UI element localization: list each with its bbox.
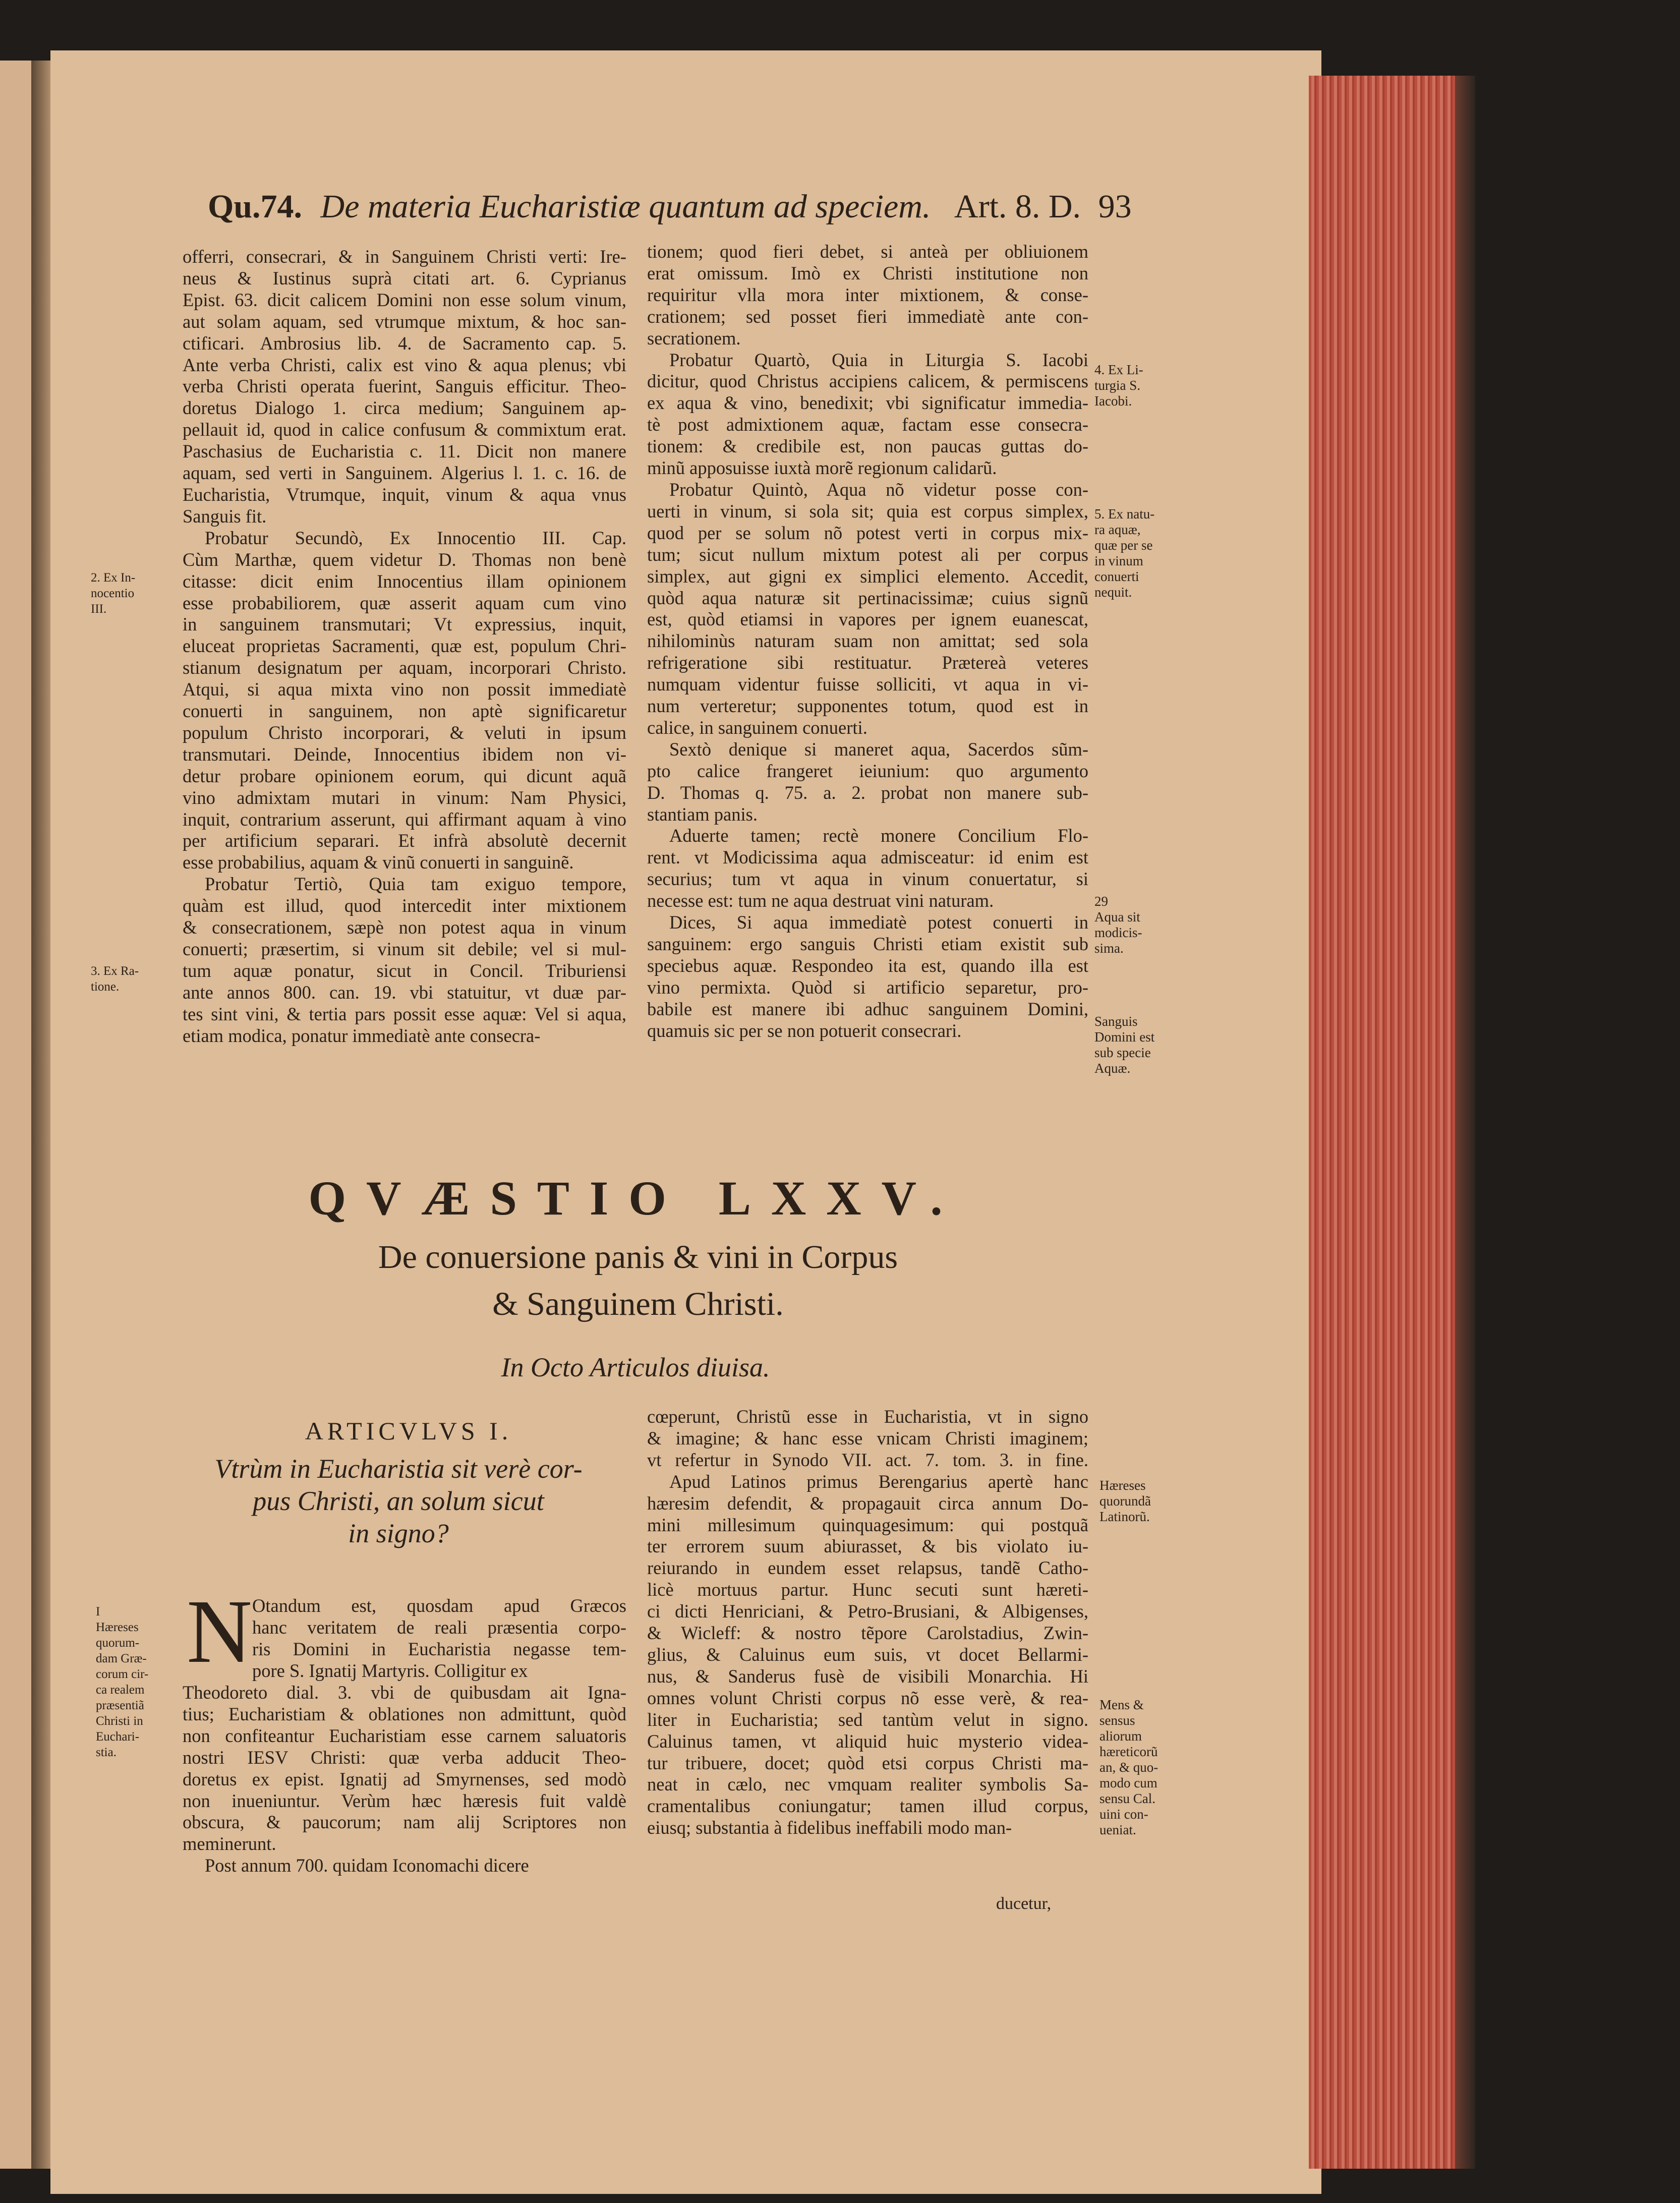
text-line: in vinum [1094,553,1143,568]
text-line: uerti in vinum, si sola sit; quia est corpus simplex, [647,500,1088,521]
text-line: neat in cælo, nec vmquam realiter symbolis Sa- [647,1774,1088,1795]
running-header [208,188,1132,233]
text-line: aliorum [1099,1728,1142,1744]
text-line: Sextò denique si maneret aqua, Sacerdos sũm- [669,738,1088,760]
quaestio-subtitle-2: & Sanguinem Christi. [492,1286,784,1322]
left-page-edge [0,61,34,2169]
text-line: reiurando in eundem esset relapsus, tandẽ Catho- [647,1557,1088,1579]
text-line: nus, & Sanderus fusè de visibili Monarchia. Hi [647,1665,1088,1687]
text-line: ci dicti Henriciani, & Petro-Brusiani, & Albigenses, [647,1601,1088,1622]
quaestio-title: QVÆSTIO LXXV. [308,1171,963,1225]
text-line: Sanguis fit. [183,505,267,527]
text-line: ueniat. [1099,1822,1136,1837]
text-line: cœperunt, Christũ esse in Eucharistia, vt in signo [647,1406,1088,1427]
text-line: Hæreses [96,1620,139,1634]
text-line: modo cum [1099,1775,1157,1790]
text-line: pto calice frangeret ieiunium: quo argumento [647,760,1088,781]
text-line: 4. Ex Li- [1094,362,1143,377]
text-line: quamuis sic per se non potuerit consecrari. [647,1020,962,1041]
text-line: pellauit id, quod in calice confusum & commixtum erat. [183,419,626,440]
text-line: licè mortuus partur. Hunc secuti sunt hæreti- [647,1579,1088,1600]
margin-note-haereses-graecorum [96,1604,156,1760]
text-line: Aquæ. [1094,1061,1131,1076]
text-line: 29 [1094,894,1108,909]
text-line: speciebus aquæ. Respondeo ita est, quando illa est [647,955,1088,976]
margin-note-ex-natura-aquae [1094,506,1170,600]
text-line: Atqui, si aqua mixta vino non possit immediatè [183,679,626,700]
text-line: conuerti; præsertim, si vinum sit debile; vel si mul- [183,939,626,959]
text-line: Aduerte tamen; rectè monere Concilium Flo- [669,825,1088,846]
margin-note-mens-et-sensus [1099,1697,1175,1838]
column-right-bottom [647,1406,1088,1839]
text-line: erat omissum. Imò ex Christi institutione non [647,262,1088,283]
text-line: obscura, & paucorum; nam alij Scriptores non [183,1812,626,1833]
text-line: sensu Cal. [1099,1791,1155,1806]
articulus-title-line-3: in signo? [348,1518,449,1548]
text-line: Cùm Marthæ, quem videtur D. Thomas non benè [183,549,626,570]
text-line: 5. Ex natu- [1094,506,1155,521]
header-article: Art. 8. D. [954,188,1081,225]
text-line: requiritur vlla mora inter mixtionem, & conse- [647,284,1088,305]
text-line: an, & quo- [1099,1760,1158,1775]
text-line: tionem: & credibile est, non paucas guttas do- [647,436,1088,457]
text-line: refrigeratione sibi restituatur. Prætereà veteres [647,652,1088,673]
text-line: ca realem [96,1683,145,1697]
text-line: Euchari- [96,1730,140,1744]
text-line: necesse est: tum ne aqua destruat vini naturam. [647,890,994,911]
text-line: Eucharistia, Vtrumque, inquit, vinum & aqua vnus [183,484,626,505]
text-line: præsentiã [96,1699,144,1712]
text-line: modicis- [1094,925,1142,940]
text-line: Probatur Tertiò, Quia tam exiguo tempore, [205,874,626,895]
text-line: tum; sicut nullum mixtum potest ali per corpus [647,544,1088,565]
text-line: ra aquæ, [1094,522,1141,537]
text-line: ctificari. Ambrosius lib. 4. de Sacramento cap. 5. [183,332,626,354]
articulus-title-line-1: Vtrùm in Eucharistia sit verè cor- [214,1454,583,1484]
text-line: corum cir- [96,1667,149,1681]
text-line: dicitur, quod Christus accipiens calicem, & permiscens [647,371,1088,392]
text-line: quorundã [1099,1493,1151,1509]
text-line: dam Græ- [96,1652,147,1665]
text-line: sima. [1094,941,1124,956]
text-line: Mens & [1099,1697,1144,1712]
text-line: offerri, consecrari, & in Sanguinem Christi verti: Ire- [183,246,626,267]
text-line: ris Domini in Eucharistia negasse tem- [252,1638,626,1659]
text-line: non inueniuntur. Verùm hæc hæresis fuit valdè [183,1790,626,1811]
text-line: in sanguinem transmutari; Vt expressius, inquit, [183,614,626,635]
text-line: Probatur Quintò, Aqua nõ videtur posse con- [669,479,1088,500]
text-line: Apud Latinos primus Berengarius apertè hanc [669,1471,1088,1492]
text-line: ante annos 800. can. 19. vbi statuitur, vt duæ par- [183,981,626,1003]
text-line: simplex, aut gigni ex simplici elemento. Accedit, [647,565,1088,587]
text-line: stianum designatum per aquam, incorporari Christo. [183,657,626,678]
text-line: verba Christi operata fuerint, Sanguis efficitur. Theo- [183,376,626,397]
text-line: citasse: dicit enim Innocentius illam opinionem [183,570,626,592]
text-line: conuerti in sanguinem, non aptè significaretur [183,701,626,722]
text-line: tum aquæ ponatur, sicut in Concil. Triburiensi [183,960,626,981]
text-line: Hæreses [1099,1478,1146,1493]
text-line: Paschasius de Eucharistia c. 11. Dicit non manere [183,441,626,462]
text-line: cramentalibus coniungatur; tamen illud corpus, [647,1795,1088,1817]
articulus-label: ARTICVLVS I. [305,1417,512,1445]
text-line: tur tribuere, docet; quòd etsi corpus Christi ma- [647,1752,1088,1773]
text-line: tè post admixtionem aquæ, factam esse consecra- [647,414,1088,435]
text-line: Dices, Si aqua immediatè potest conuerti in [669,912,1088,933]
text-line: ter errorem suum abiurasset, & bis violato iu- [647,1536,1088,1557]
margin-note-ex-innocentio [91,570,151,617]
text-line: meminerunt. [183,1833,276,1854]
text-line: I [96,1605,100,1618]
text-line: Christi in [96,1714,143,1728]
text-line: turgia S. [1094,378,1141,393]
text-line: est, quòd etiamsi in vapores per ignem euanescat, [647,609,1088,630]
text-line: nihilominùs naturam suam non amittat; sed sola [647,630,1088,652]
text-line: vino permixta. Quòd si artificio separetur, pro- [647,976,1088,998]
column-left-bottom [183,1682,626,1877]
text-line: & consecrationem, sæpè non potest aqua in vinum [183,917,626,938]
text-line: Iacobi. [1094,393,1132,409]
text-line: esse probabilius, aquam & vinũ conuerti in sanguinẽ. [183,852,574,873]
text-line: aquam, sed verti in Sanguinem. Algerius l. 1. c. 16. de [183,462,626,484]
text-line: doretus ex epist. Ignatij ad Smyrnenses, sed modò [183,1768,626,1789]
column-left-top [183,246,626,1047]
text-line: calice, in sanguinem conuerti. [647,717,867,738]
text-line: Theodoreto dial. 3. vbi de quibusdam ait Igna- [183,1682,626,1703]
text-line: tius; Eucharistiam & oblationes non admittunt, quòd [183,1703,626,1724]
text-line: omnes volunt Christi corpus nõ esse verè, & rea- [647,1687,1088,1708]
quaestio-subtitle-1: De conuersione panis & vini in Corpus [378,1239,898,1276]
text-line: sensus [1099,1713,1135,1728]
header-title: De materia Eucharistiæ quantum ad speciem. [320,188,931,225]
text-line: & Wicleff: & nostro tẽpore Carolstadius, Zwin- [647,1622,1088,1644]
text-line: detur probare opinionem eorum, qui dicunt aquã [183,765,626,786]
catchword: ducetur, [996,1894,1052,1913]
text-line: D. Thomas q. 75. a. 2. probat non manere sub- [647,782,1088,803]
text-line: sanguinem: ergo sanguis Christi etiam existit sub [647,934,1088,954]
text-line: Probatur Quartò, Quia in Liturgia S. Iacobi [669,349,1088,370]
text-line: quæ per se [1094,538,1153,553]
text-line: Caluinus tamen, vt aliquid huic mysterio videa- [647,1730,1088,1752]
text-line: Otandum est, quosdam apud Græcos [252,1595,626,1616]
text-line: etiam modica, ponatur immediatè ante consecra- [183,1025,541,1046]
text-line: nequit. [1094,585,1132,600]
text-line: vt refertur in Synodo VII. act. 7. tom. 3. in fine. [647,1449,1088,1470]
text-line: securius; tum vt aqua in vinum conuertatur, si [647,868,1088,890]
text-line: quàm est illud, quod intercedit inter mixtionem [183,895,626,916]
text-line: populum Christo incorporari, & veluti in ipsum [183,722,626,743]
margin-note-sanguis-domini [1094,1014,1170,1076]
text-line: eluceat proprietas Sacramenti, quæ est, populum Chri- [183,635,626,657]
text-line: per artificium separari. Et infrà absolutè decernit [183,830,626,851]
text-line: vino admixtam mutari in vinum: Nam Physici, [183,787,626,808]
book-gutter [31,61,50,2169]
text-line: hæresim defendit, & propagauit circa annum Do- [647,1492,1088,1514]
text-line: Probatur Secundò, Ex Innocentio III. Cap. [205,527,626,548]
margin-note-haereses-latinorum [1099,1478,1175,1525]
text-line: & imagine; & hanc esse vnicam Christi imaginem; [647,1427,1088,1448]
text-line: Epist. 63. dicit calicem Domini non esse solum vinum, [183,289,626,310]
articulus-title [182,1453,615,1549]
text-line: Post annum 700. quidam Iconomachi dicere [205,1855,529,1876]
text-line: doretus Dialogo 1. circa medium; Sanguinem ap- [183,397,626,419]
text-line: inquit, contrarium asserunt, qui affirmant aquam à vino [183,808,626,830]
text-line: liter in Eucharistia; sed tantùm velut in signo. [647,1709,1088,1730]
text-line: sub specie [1094,1045,1151,1060]
margin-note-ex-liturgia [1094,362,1170,409]
text-line: hæreticorũ [1099,1744,1158,1759]
text-line: num verteretur; supponentes totum, quod est in [647,695,1088,717]
text-line: babile est manere ibi adhuc sanguinem Domini, [647,998,1088,1019]
column-left-bottom-indented [252,1595,626,1682]
text-line: eiusq; substantia à fidelibus ineffabili modo man- [647,1817,1012,1838]
text-line: secrationem. [647,327,741,349]
text-line: mini millesimum quinquagesimum: qui postquã [647,1514,1088,1535]
text-line: III. [91,602,107,616]
text-line: minũ apposuisse iuxtà morẽ regionum calidarũ. [647,457,997,479]
text-line: hanc veritatem de reali præsentia corpo- [252,1616,626,1638]
text-line: crationem; sed posset fieri immediatè ante con- [647,306,1088,327]
text-line: nocentio [91,587,135,600]
text-line: 2. Ex In- [91,571,136,585]
text-line: tes sint vini, & tertia pars possit esse aquæ: Vel si aqua, [183,1003,626,1024]
text-line: Domini est [1094,1029,1155,1045]
text-line: transmutari. Deinde, Innocentius ibidem non vi- [183,743,626,765]
text-line: 3. Ex Ra- [91,964,139,978]
text-line: quod per se solum nõ potest verti in corpus mix- [647,522,1088,543]
text-line: Ante verba Christi, calix est vino & aqua plenus; vbi [183,354,626,375]
text-line: neus & Iustinus suprà citati art. 6. Cyprianus [183,267,626,288]
text-line: rent. vt Modicissima aqua admisceatur: id enim est [647,847,1088,868]
quaestio-division: In Octo Articulos diuisa. [501,1352,770,1382]
text-line: Sanguis [1094,1014,1138,1029]
margin-note-aqua-modicissima [1094,894,1170,956]
page-edge-shadow [1455,76,1475,2169]
text-line: ex aqua & vino, benedixit; vbi significatur immedia- [647,392,1088,414]
text-line: quorum- [96,1636,140,1650]
page-number: 93 [1098,188,1132,225]
red-page-edges [1309,76,1455,2169]
drop-capital: N [187,1581,252,1682]
margin-note-ex-ratione [91,963,151,995]
text-line: non confiteantur Eucharistiam esse carnem saluatoris [183,1725,626,1746]
text-line: tione. [91,980,120,994]
text-line: aut solam aquam, sed vtrumque mixtum, & hoc san- [183,311,626,332]
text-line: glius, & Caluinus eum suis, vt docet Bellarmi- [647,1644,1088,1665]
text-line: nostri IESV Christi: quæ verba adducit Theo- [183,1747,626,1768]
text-line: tionem; quod fieri debet, si anteà per obliuionem [647,241,1088,262]
text-line: numquam videntur fuisse solliciti, vt aqua in vi- [647,674,1088,695]
column-right-top [647,241,1088,1042]
header-question: Qu.74. [208,188,303,225]
text-line: stia. [96,1746,117,1759]
articulus-title-line-2: pus Christi, an solum sicut [253,1486,544,1516]
text-line: Aqua sit [1094,909,1140,924]
text-line: stantiam panis. [647,803,758,825]
text-line: uini con- [1099,1807,1148,1822]
text-line: pore S. Ignatij Martyris. Colligitur ex [252,1660,528,1681]
text-line: esse probabiliorem, quæ asserit aquam cum vino [183,592,626,613]
text-line: quòd aqua naturæ sit pertinacissimæ; cuius signũ [647,587,1088,608]
text-line: Latinorũ. [1099,1509,1150,1524]
text-line: conuerti [1094,569,1139,584]
